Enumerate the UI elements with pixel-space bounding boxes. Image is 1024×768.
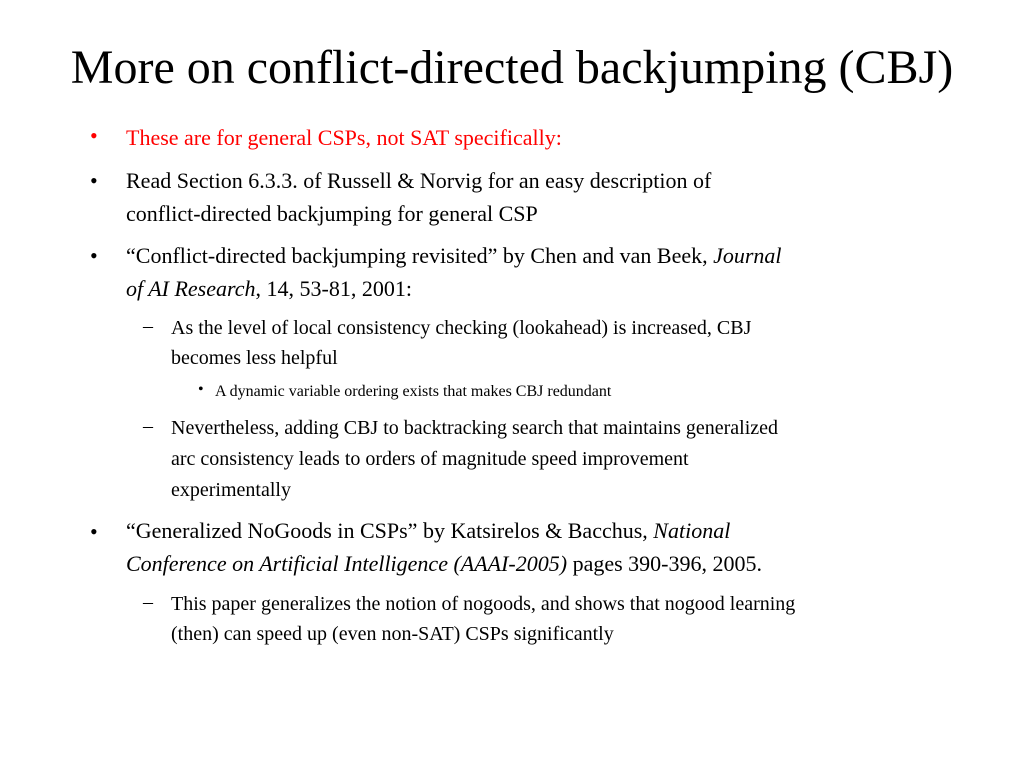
bullet-text: These are for general CSPs, not SAT specifically: <box>126 125 562 150</box>
venue-name: National <box>653 518 731 543</box>
bullet-text-line <box>126 547 762 580</box>
venue-name-cont: Conference on Artificial Intelligence (AAAI-2005) <box>126 551 568 576</box>
sub-bullet-text-line: Nevertheless, adding CBJ to backtracking search that maintains generalized <box>171 417 779 439</box>
sub-bullet-text-line: arc consistency leads to orders of magnitude speed improvement <box>171 448 689 470</box>
dash-marker: – <box>143 315 153 337</box>
sub-bullet-text-line: becomes less helpful <box>171 347 338 369</box>
bullet-text-line <box>126 272 412 305</box>
bullet-marker: • <box>90 168 98 193</box>
journal-name-cont: of AI Research <box>126 276 256 301</box>
bullet-marker: • <box>90 123 98 148</box>
slide-title: More on conflict-directed backjumping (CBJ) <box>70 41 954 94</box>
journal-name: Journal <box>713 243 782 268</box>
citation-details: , 14, 53-81, 2001: <box>255 276 412 301</box>
citation-title: “Conflict-directed backjumping revisited” by Chen and van Beek, <box>126 243 708 268</box>
citation-details: pages 390-396, 2005. <box>567 551 763 576</box>
sub-bullet-text-line: As the level of local consistency checking (lookahead) is increased, CBJ <box>171 317 752 339</box>
dash-marker: – <box>143 591 153 613</box>
sub-sub-bullet-text: A dynamic variable ordering exists that makes CBJ redundant <box>215 383 612 400</box>
bullet-marker: • <box>90 519 98 544</box>
sub-bullet-text-line: experimentally <box>171 479 291 501</box>
bullet-marker: • <box>90 243 98 268</box>
citation-title: “Generalized NoGoods in CSPs” by Katsirelos & Bacchus, <box>126 518 648 543</box>
bullet-text-line <box>126 239 782 272</box>
bullet-text-line <box>126 514 730 547</box>
sub-bullet-text-line: This paper generalizes the notion of nogoods, and shows that nogood learning <box>171 593 796 615</box>
dash-marker: – <box>143 415 153 437</box>
bullet-text-line: Read Section 6.3.3. of Russell & Norvig for an easy description of <box>126 168 712 193</box>
bullet-text-line: conflict-directed backjumping for general CSP <box>126 201 538 226</box>
bullet-marker: • <box>198 381 204 398</box>
sub-bullet-text-line: (then) can speed up (even non-SAT) CSPs significantly <box>171 623 614 645</box>
